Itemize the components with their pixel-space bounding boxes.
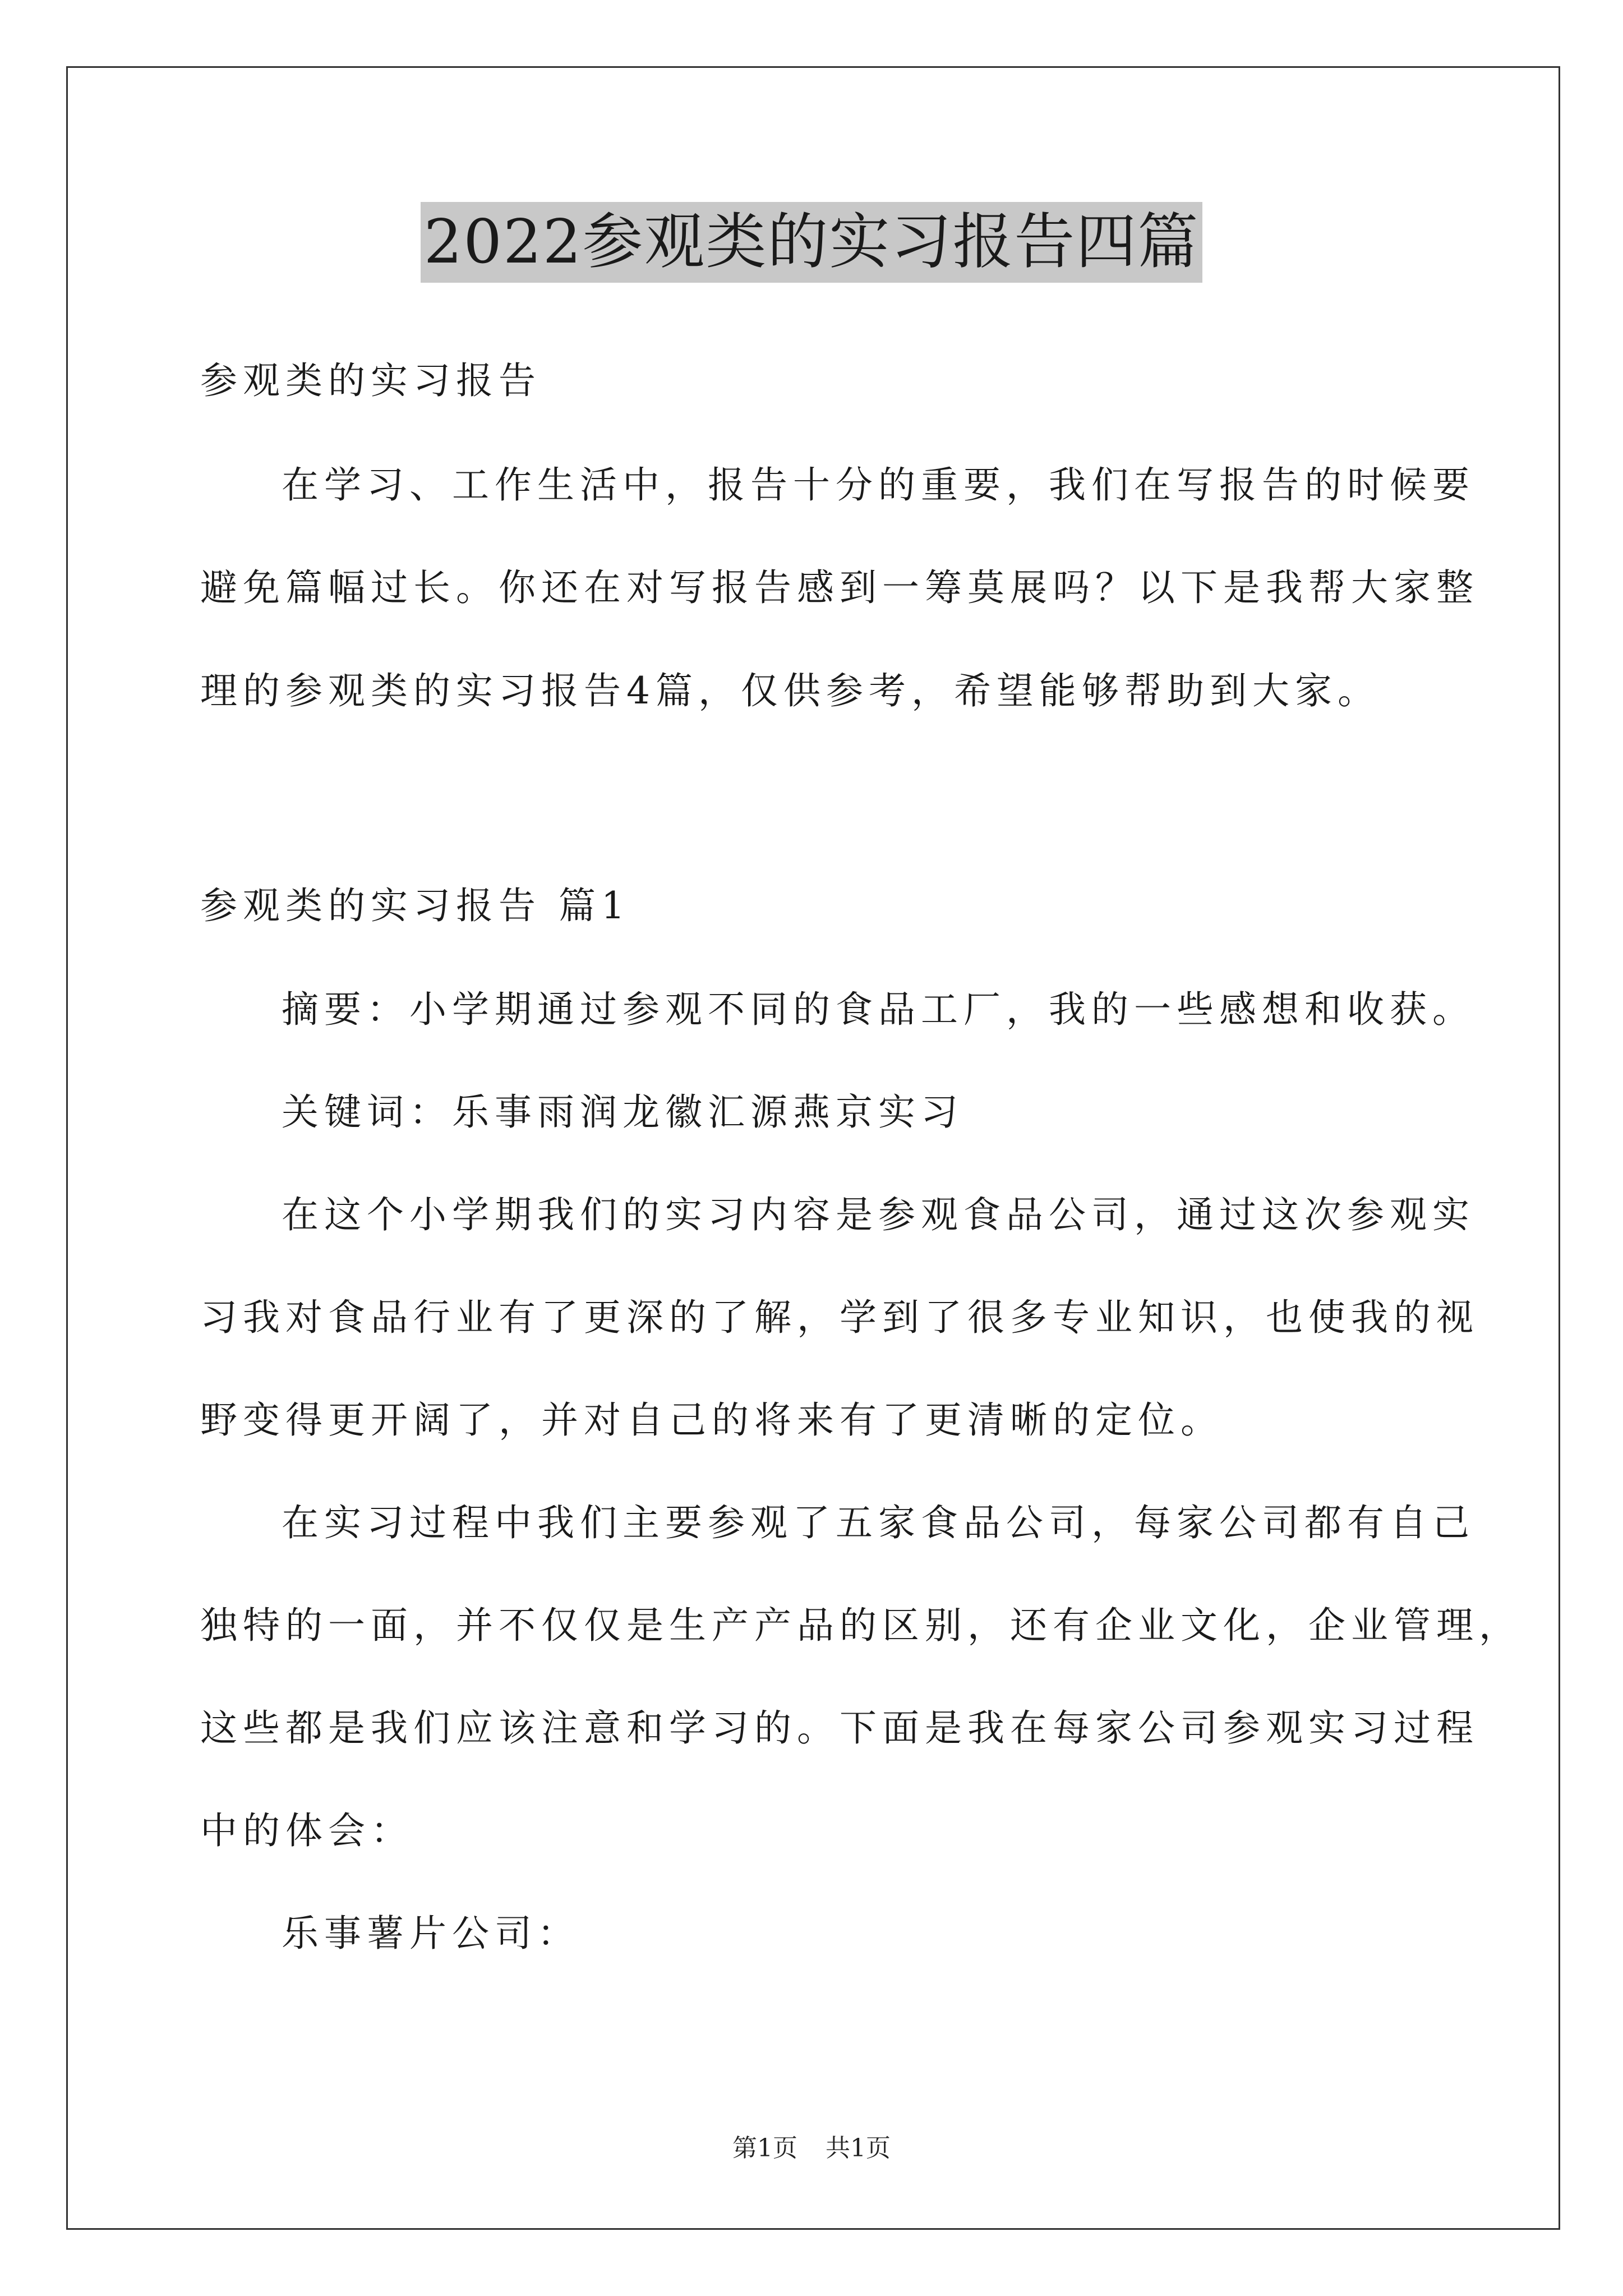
page-number: 第1页	[732, 2134, 797, 2162]
abstract-line: 摘要：小学期通过参观不同的食品工厂，我的一些感想和收获。	[282, 988, 1475, 1031]
paragraph-line: 独特的一面，并不仅仅是生产产品的区别，还有企业文化，企业管理，	[200, 1604, 1521, 1647]
title-container	[0, 202, 1623, 283]
intro-line: 理的参观类的实习报告4篇，仅供参考，希望能够帮助到大家。	[200, 669, 1380, 712]
paragraph-line: 在这个小学期我们的实习内容是参观食品公司，通过这次参观实	[282, 1193, 1475, 1236]
paragraph-line: 中的体会：	[200, 1809, 413, 1852]
intro-line: 在学习、工作生活中，报告十分的重要，我们在写报告的时候要	[282, 463, 1475, 507]
page-footer	[0, 2132, 1623, 2165]
paragraph-line: 这些都是我们应该注意和学习的。下面是我在每家公司参观实习过程	[200, 1706, 1479, 1750]
report-subtitle: 参观类的实习报告	[200, 359, 541, 402]
keywords-line: 关键词：乐事雨润龙徽汇源燕京实习	[282, 1091, 963, 1134]
paragraph-line: 野变得更开阔了，并对自己的将来有了更清晰的定位。	[200, 1398, 1223, 1442]
document-title: 2022参观类的实习报告四篇	[421, 202, 1203, 283]
page-total: 共1页	[826, 2134, 891, 2162]
section-heading: 参观类的实习报告 篇1	[200, 884, 630, 927]
paragraph-line: 在实习过程中我们主要参观了五家食品公司，每家公司都有自己	[282, 1501, 1475, 1544]
intro-line: 避免篇幅过长。你还在对写报告感到一筹莫展吗？以下是我帮大家整	[200, 566, 1479, 609]
paragraph-line: 习我对食品行业有了更深的了解，学到了很多专业知识，也使我的视	[200, 1296, 1479, 1339]
company-heading: 乐事薯片公司：	[282, 1912, 580, 1955]
